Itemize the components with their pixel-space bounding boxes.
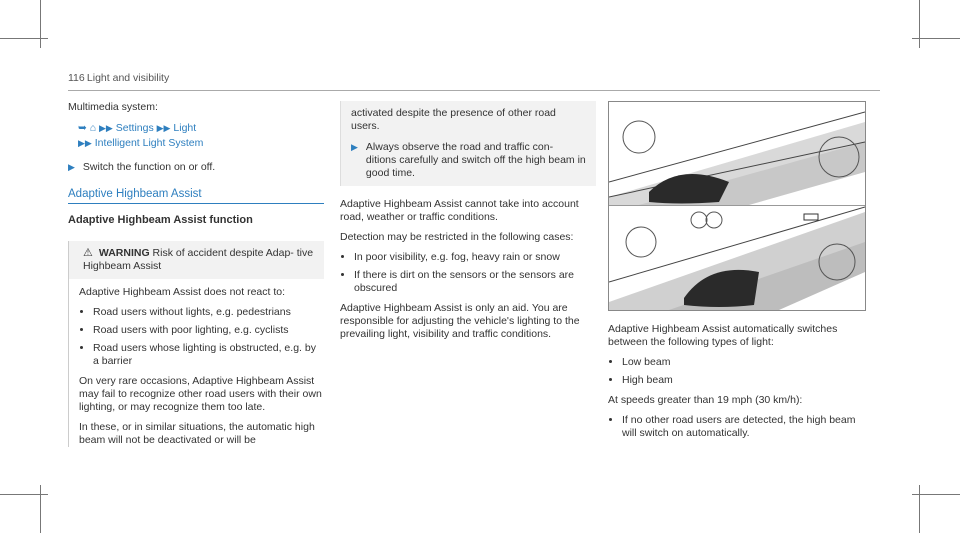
warning-box (68, 241, 324, 447)
light-types-list (608, 356, 864, 387)
path-item-intelligent-light: Intelligent Light System (94, 137, 204, 149)
double-chevron-icon: ▶▶ (99, 123, 113, 133)
warning-header (69, 241, 324, 279)
crop-mark (919, 0, 920, 48)
list-item: • Road users without lights, e.g. pedestrians (93, 306, 324, 319)
list-item: • Road users with poor lighting, e.g. cyclists (93, 324, 324, 337)
list-item: • If there is dirt on the sensors or the sensors are obscured (354, 269, 596, 295)
instruction-step (68, 161, 324, 174)
section-heading: Adaptive Highbeam Assist (68, 188, 324, 204)
column-1 (68, 101, 324, 454)
paragraph: At speeds greater than 19 mph (30 km/h): (608, 394, 803, 406)
play-triangle-icon: ▶ (351, 142, 358, 152)
instruction-step (351, 141, 586, 180)
warning-text: Risk of accident despite Adap‑ tive Highbeam Assist (83, 247, 314, 272)
path-item-light: Light (173, 122, 197, 134)
crop-mark (912, 38, 960, 39)
double-chevron-icon: ▶▶ (156, 123, 171, 133)
subsection-heading: Adaptive Highbeam Assist function (68, 214, 253, 226)
crop-mark (912, 494, 960, 495)
road-scene-image (609, 102, 865, 310)
page-number: 116 (68, 72, 85, 84)
crop-mark (40, 0, 41, 48)
play-triangle-icon: ▶ (68, 162, 75, 172)
warning-label: WARNING (98, 247, 150, 259)
warning-intro: Adaptive Highbeam Assist does not react to: (79, 286, 286, 298)
page-header (68, 72, 880, 91)
switch-step-text: Switch the function on or off. (82, 161, 216, 173)
list-item: • Road users whose lighting is obstructed, e.g. by a barrier (93, 342, 324, 368)
paragraph: Detection may be restricted in the following cases: (340, 231, 574, 243)
crop-mark (919, 485, 920, 533)
paragraph: On very rare occasions, Adaptive Highbeam Assist may fail to recognize other road users with their own lighting, or may recognize them too late. (79, 375, 322, 413)
list-item: • If no other road users are detected, the high beam will switch on automatically. (622, 414, 864, 440)
column-2 (340, 101, 596, 348)
note-step-text: Always observe the road and traffic con‑ ditions carefully and switch off the high beam in good time. (365, 141, 586, 179)
arrow-right-icon: ➥ (78, 122, 87, 134)
restricted-list (340, 251, 596, 295)
paragraph: Adaptive Highbeam Assist cannot take into account road, weather or traffic conditions. (340, 198, 579, 223)
highbeam-illustration (608, 101, 866, 311)
menu-path (78, 121, 324, 151)
crop-mark (0, 494, 48, 495)
warning-triangle-icon: ⚠ (83, 247, 93, 259)
list-item: • In poor visibility, e.g. fog, heavy rain or snow (354, 251, 596, 264)
crop-mark (0, 38, 48, 39)
paragraph: activated despite the presence of other road users. (351, 107, 556, 132)
paragraph: Adaptive Highbeam Assist is only an aid. You are responsible for adjusting the vehicle's lighting to the prevailing light, visibility and traffic conditions. (340, 302, 580, 340)
paragraph: Adaptive Highbeam Assist automatically switches between the following types of light: (608, 323, 838, 348)
paragraph: In these, or in similar situations, the automatic high beam will not be deactivated or will be (79, 421, 315, 446)
multimedia-label: Multimedia system: (68, 101, 158, 113)
figure-divider (609, 205, 865, 206)
column-3 (608, 101, 864, 447)
speed-list (608, 414, 864, 440)
home-icon: ⌂ (89, 122, 97, 134)
list-item: • Low beam (622, 356, 864, 369)
list-item: • High beam (622, 374, 864, 387)
section-title: Light and visibility (86, 72, 170, 84)
warning-list (79, 306, 324, 368)
warning-continuation (340, 101, 596, 186)
path-item-settings: Settings (115, 122, 154, 134)
double-chevron-icon: ▶▶ (78, 138, 92, 148)
crop-mark (40, 485, 41, 533)
